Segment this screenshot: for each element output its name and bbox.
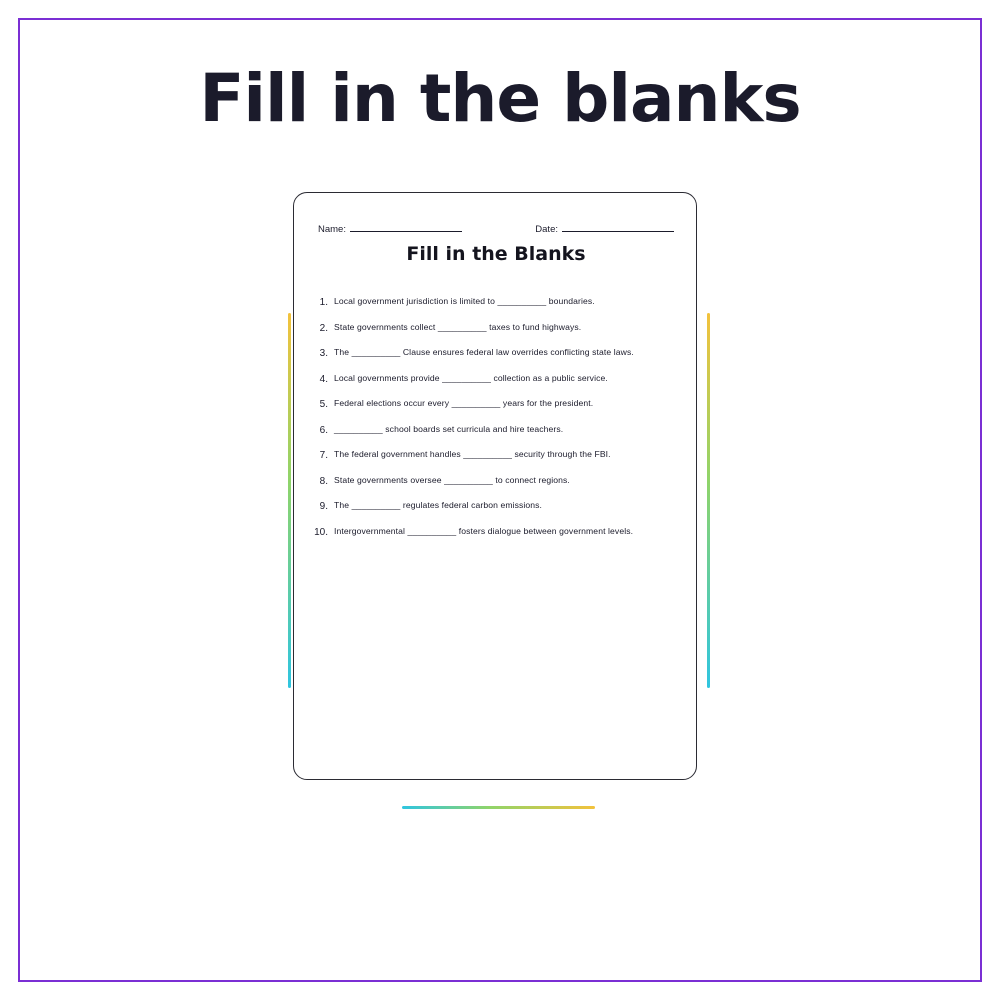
list-item xyxy=(304,525,688,539)
question-text: The __________ regulates federal carbon emissions. xyxy=(334,500,543,510)
question-number: 9. xyxy=(319,501,328,512)
question-text: Intergovernmental __________ fosters dialogue between government levels. xyxy=(334,525,634,536)
question-text: The federal government handles __________ security through the FBI. xyxy=(334,449,611,459)
question-list xyxy=(304,295,688,550)
question-text: State governments oversee __________ to connect regions. xyxy=(334,474,570,485)
question-number: 1. xyxy=(319,297,328,308)
question-number: 8. xyxy=(319,475,328,487)
question-text: Local government jurisdiction is limited to __________ boundaries. xyxy=(334,296,595,306)
date-field-group xyxy=(535,221,674,235)
list-item xyxy=(304,474,688,488)
worksheet-title: Fill in the Blanks xyxy=(406,243,586,265)
question-text: Federal elections occur every __________ years for the president. xyxy=(334,398,594,408)
list-item xyxy=(304,321,688,335)
date-label: Date: xyxy=(535,224,558,235)
student-meta-row xyxy=(318,221,674,235)
question-text: Local governments provide __________ collection as a public service. xyxy=(334,372,608,383)
list-item xyxy=(304,423,688,437)
question-number: 5. xyxy=(319,399,328,410)
question-number: 7. xyxy=(319,450,328,461)
name-label: Name: xyxy=(318,224,346,235)
list-item xyxy=(304,397,688,411)
page-title: Fill in the blanks xyxy=(199,60,801,137)
list-item xyxy=(304,295,688,309)
list-item xyxy=(304,448,688,462)
date-input[interactable] xyxy=(562,221,674,232)
worksheet-card xyxy=(293,192,697,780)
question-number: 3. xyxy=(319,348,328,359)
decorative-line-bottom xyxy=(402,806,595,809)
name-input[interactable] xyxy=(350,221,462,232)
question-number: 6. xyxy=(319,424,328,436)
question-number: 4. xyxy=(319,373,328,385)
list-item xyxy=(304,372,688,386)
decorative-line-left xyxy=(288,313,291,688)
question-number: 10. xyxy=(314,526,328,538)
list-item xyxy=(304,346,688,360)
question-text: __________ school boards set curricula and hire teachers. xyxy=(334,423,564,434)
name-field-group xyxy=(318,221,462,235)
question-number: 2. xyxy=(319,322,328,334)
question-text: The __________ Clause ensures federal law overrides conflicting state laws. xyxy=(334,347,634,357)
decorative-line-right xyxy=(707,313,710,688)
list-item xyxy=(304,499,688,513)
question-text: State governments collect __________ taxes to fund highways. xyxy=(334,321,582,332)
